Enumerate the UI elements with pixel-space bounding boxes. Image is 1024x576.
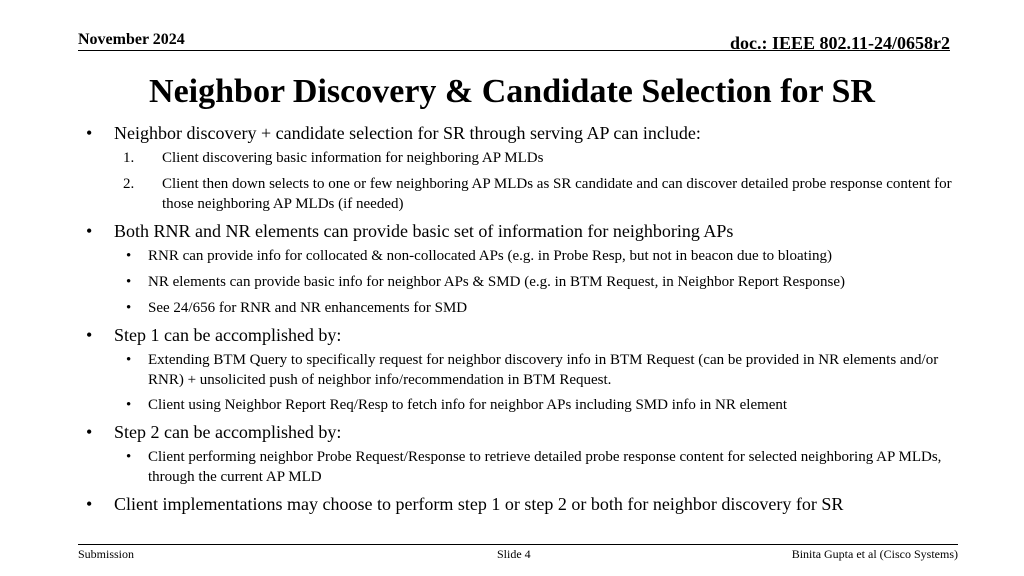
bullet-1-sub-2-text: Client then down selects to one or few neighboring AP MLDs as SR candidate and can discover detailed probe response content for those neighboring AP MLDs (if needed) [162,176,952,212]
header-date: November 2024 [78,31,185,48]
bullet-3-sub-1-text: Extending BTM Query to specifically request for neighbor discovery info in BTM Request (can be provided in NR elements and/or RNR) + unsolicited push of neighbor info/recommendation in BTM Request. [148,352,939,388]
bullet-2-sub-1-text: RNR can provide info for collocated & non-collocated APs (e.g. in Probe Resp, but not in beacon due to bloating) [148,248,833,264]
bullet-3-text: Step 1 can be accomplished by: [114,325,342,345]
slide-title: Neighbor Discovery & Candidate Selection for SR [149,73,875,110]
bullet-3-sub-2 [86,395,956,415]
footer-slide-number: Slide 4 [497,547,531,561]
bullet-1-sub-1 [86,148,956,168]
bullet-2-sub-2-text: NR elements can provide basic info for neighbor APs & SMD (e.g. in BTM Request, in Neighbor Report Response) [148,274,845,290]
bullet-3-sub-2-text: Client using Neighbor Report Req/Resp to fetch info for neighbor APs including SMD info in NR element [148,397,788,413]
bullet-marker: • [86,422,93,442]
header-doc-id: doc.: IEEE 802.11-24/0658r2 [729,33,950,53]
bullet-marker: • [86,221,93,241]
bullet-2-text: Both RNR and NR elements can provide basic set of information for neighboring APs [114,221,734,241]
sub-bullet-marker: • [126,274,132,290]
bullet-1 [86,122,956,144]
bullet-2-sub-1 [86,246,956,266]
sub-bullet-marker: • [126,352,132,368]
bullet-4-sub-1-text: Client performing neighbor Probe Request/Response to retrieve detailed probe response content for selected neighboring AP MLDs, through the current AP MLD [148,449,942,485]
bullet-3 [86,324,956,346]
bullet-5 [86,493,956,515]
header-divider [78,50,950,51]
bullet-2-sub-2 [86,272,956,292]
bullet-4-text: Step 2 can be accomplished by: [114,422,342,442]
slide-content [86,122,956,515]
bullet-1-text: Neighbor discovery + candidate selection for SR through serving AP can include: [114,123,701,143]
bullet-1-sub-2 [86,174,956,214]
sub-bullet-marker: • [126,248,132,264]
sub-number: 2. [123,176,135,192]
sub-bullet-marker: • [126,397,132,413]
bullet-2-sub-3 [86,298,956,318]
bullet-2-sub-3-text: See 24/656 for RNR and NR enhancements for SMD [148,300,468,316]
sub-bullet-marker: • [126,449,132,465]
bullet-4-sub-1 [86,447,956,487]
sub-number: 1. [123,150,135,166]
bullet-2 [86,220,956,242]
bullet-4 [86,421,956,443]
footer-author: Binita Gupta et al (Cisco Systems) [791,547,958,561]
bullet-1-sub-1-text: Client discovering basic information for neighboring AP MLDs [162,150,544,166]
footer-submission: Submission [78,547,135,561]
bullet-5-text: Client implementations may choose to perform step 1 or step 2 or both for neighbor discovery for SR [114,494,844,514]
bullet-marker: • [86,494,93,514]
bullet-marker: • [86,325,93,345]
bullet-marker: • [86,123,93,143]
bullet-3-sub-1 [86,350,956,390]
sub-bullet-marker: • [126,300,132,316]
footer-divider [78,544,958,545]
